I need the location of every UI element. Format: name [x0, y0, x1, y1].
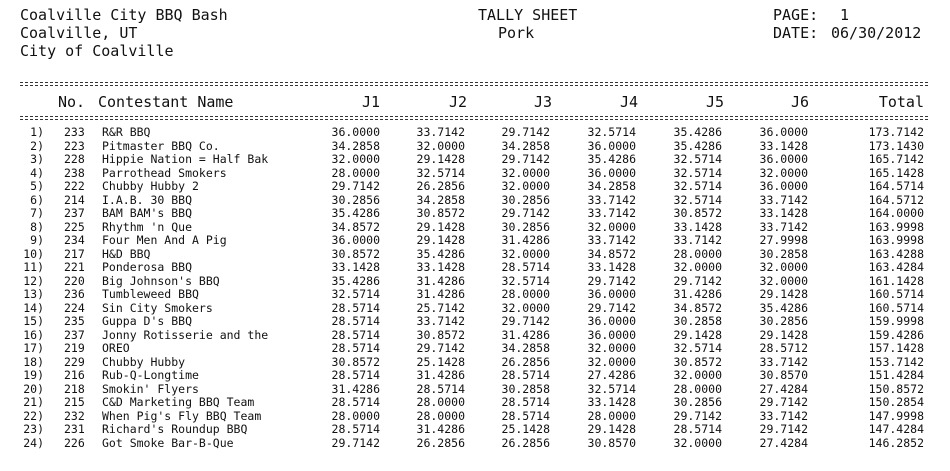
row-j4: 29.1428 — [587, 422, 636, 436]
row-j4: 29.7142 — [587, 300, 636, 315]
event-organizer: City of Coalville — [20, 42, 174, 60]
row-j1: 28.0000 — [331, 165, 380, 180]
row-contestant-name: Sin City Smokers — [102, 300, 213, 315]
row-j3: 25.1428 — [501, 422, 550, 436]
row-j1: 32.5714 — [331, 287, 380, 301]
row-total: 163.4288 — [868, 246, 924, 261]
row-total: 164.0000 — [868, 206, 924, 220]
row-j5: 30.8572 — [673, 354, 722, 369]
row-rank: 2) — [30, 138, 44, 153]
row-j2: 35.4286 — [416, 246, 465, 261]
row-number: 217 — [64, 246, 85, 261]
row-rank: 6) — [30, 192, 44, 207]
row-j4: 33.7142 — [587, 206, 636, 220]
row-j5: 32.5714 — [673, 152, 722, 166]
col-no: No. — [58, 93, 86, 111]
row-j4: 32.0000 — [587, 341, 636, 355]
row-total: 160.5714 — [868, 287, 924, 301]
row-j5: 32.5714 — [673, 165, 722, 180]
row-j2: 29.7142 — [416, 341, 465, 355]
row-j6: 33.1428 — [759, 138, 808, 153]
row-j5: 28.0000 — [673, 246, 722, 261]
row-number: 233 — [64, 125, 85, 139]
row-number: 231 — [64, 422, 85, 436]
row-j4: 34.8572 — [587, 246, 636, 261]
row-j2: 31.4286 — [416, 368, 465, 382]
row-j2: 34.2858 — [416, 192, 465, 207]
row-total: 163.9998 — [868, 219, 924, 234]
row-j2: 26.2856 — [416, 435, 465, 450]
col-total: Total — [878, 93, 924, 111]
row-j1: 30.8572 — [331, 354, 380, 369]
row-j4: 33.7142 — [587, 192, 636, 207]
col-contestant-name: Contestant Name — [98, 93, 234, 111]
table-row — [0, 410, 950, 423]
row-j1: 36.0000 — [331, 125, 380, 139]
column-separator-2 — [20, 119, 928, 120]
row-j2: 29.1428 — [416, 152, 465, 166]
row-j6: 27.4284 — [759, 381, 808, 396]
col-j3: J3 — [533, 93, 552, 111]
table-row — [0, 194, 950, 207]
row-j6: 32.0000 — [759, 165, 808, 180]
row-j1: 28.5714 — [331, 422, 380, 436]
row-j1: 29.7142 — [331, 179, 380, 193]
row-j3: 28.5714 — [501, 368, 550, 382]
row-j6: 30.2858 — [759, 246, 808, 261]
row-j4: 36.0000 — [587, 314, 636, 328]
row-j3: 29.7142 — [501, 125, 550, 139]
row-j2: 26.2856 — [416, 179, 465, 193]
row-contestant-name: Chubby Hubby — [102, 354, 186, 369]
row-j1: 36.0000 — [331, 233, 380, 247]
row-j2: 25.7142 — [416, 300, 465, 315]
row-number: 220 — [64, 273, 85, 288]
row-j6: 36.0000 — [759, 125, 808, 139]
row-j2: 31.4286 — [416, 422, 465, 436]
col-j1: J1 — [361, 93, 380, 111]
row-j5: 28.5714 — [673, 422, 722, 436]
row-j1: 34.2858 — [331, 138, 380, 153]
row-contestant-name: Rub-Q-Longtime — [102, 368, 199, 382]
row-contestant-name: Got Smoke Bar-B-Que — [102, 435, 234, 450]
table-row — [0, 207, 950, 220]
row-j4: 30.8570 — [587, 435, 636, 450]
row-j2: 28.0000 — [416, 408, 465, 423]
row-total: 159.4286 — [868, 327, 924, 342]
row-rank: 16) — [23, 327, 44, 342]
row-j5: 29.1428 — [673, 327, 722, 342]
row-j2: 32.5714 — [416, 165, 465, 180]
row-j5: 30.2858 — [673, 314, 722, 328]
row-contestant-name: Richard's Roundup BBQ — [102, 422, 248, 436]
row-j2: 29.1428 — [416, 233, 465, 247]
row-total: 161.1428 — [868, 273, 924, 288]
row-contestant-name: Four Men And A Pig — [102, 233, 227, 247]
row-j2: 33.7142 — [416, 125, 465, 139]
row-total: 157.1428 — [868, 341, 924, 355]
row-j3: 34.2858 — [501, 138, 550, 153]
row-j6: 29.7142 — [759, 422, 808, 436]
row-number: 219 — [64, 341, 85, 355]
table-row — [0, 369, 950, 382]
row-number: 225 — [64, 219, 85, 234]
row-j1: 28.5714 — [331, 341, 380, 355]
row-j1: 29.7142 — [331, 435, 380, 450]
header-separator — [20, 82, 928, 83]
header-separator-2 — [20, 85, 928, 86]
row-rank: 3) — [30, 152, 44, 166]
row-number: 222 — [64, 179, 85, 193]
row-j3: 34.2858 — [501, 341, 550, 355]
row-total: 165.7142 — [868, 152, 924, 166]
row-j6: 27.4284 — [759, 435, 808, 450]
col-j6: J6 — [790, 93, 809, 111]
row-j2: 28.5714 — [416, 381, 465, 396]
row-number: 224 — [64, 300, 85, 315]
row-j4: 32.0000 — [587, 219, 636, 234]
row-number: 226 — [64, 435, 85, 450]
row-j6: 36.0000 — [759, 152, 808, 166]
event-name: Coalville City BBQ Bash — [20, 6, 228, 24]
row-j6: 33.7142 — [759, 192, 808, 207]
row-j2: 30.8572 — [416, 206, 465, 220]
row-j5: 30.8572 — [673, 206, 722, 220]
row-j3: 26.2856 — [501, 435, 550, 450]
row-j4: 32.5714 — [587, 381, 636, 396]
row-j1: 28.5714 — [331, 300, 380, 315]
row-number: 237 — [64, 327, 85, 342]
row-j2: 33.7142 — [416, 314, 465, 328]
row-j5: 32.5714 — [673, 179, 722, 193]
row-contestant-name: R&R BBQ — [102, 125, 151, 139]
row-j6: 29.1428 — [759, 327, 808, 342]
table-row — [0, 423, 950, 436]
row-j4: 36.0000 — [587, 327, 636, 342]
row-j6: 33.1428 — [759, 206, 808, 220]
row-contestant-name: BAM BAM's BBQ — [102, 206, 193, 220]
row-j1: 30.2856 — [331, 192, 380, 207]
row-number: 228 — [64, 152, 85, 166]
row-j6: 33.7142 — [759, 354, 808, 369]
row-number: 221 — [64, 260, 85, 274]
row-j2: 30.8572 — [416, 327, 465, 342]
row-rank: 10) — [23, 246, 44, 261]
row-number: 236 — [64, 287, 85, 301]
row-j1: 28.5714 — [331, 314, 380, 328]
col-j4: J4 — [619, 93, 638, 111]
row-rank: 11) — [23, 260, 44, 274]
row-rank: 8) — [30, 219, 44, 234]
row-j6: 29.1428 — [759, 287, 808, 301]
row-j5: 31.4286 — [673, 287, 722, 301]
row-number: 237 — [64, 206, 85, 220]
row-rank: 20) — [23, 381, 44, 396]
row-j3: 28.5714 — [501, 395, 550, 409]
row-j6: 33.7142 — [759, 219, 808, 234]
row-j2: 31.4286 — [416, 287, 465, 301]
row-j4: 36.0000 — [587, 287, 636, 301]
row-j1: 32.0000 — [331, 152, 380, 166]
row-contestant-name: OREO — [102, 341, 130, 355]
row-number: 238 — [64, 165, 85, 180]
row-rank: 12) — [23, 273, 44, 288]
row-total: 147.9998 — [868, 408, 924, 423]
row-j6: 32.0000 — [759, 273, 808, 288]
date-value: 06/30/2012 — [831, 24, 922, 42]
row-contestant-name: Jonny Rotisserie and the — [102, 327, 269, 342]
row-number: 234 — [64, 233, 85, 247]
row-contestant-name: H&D BBQ — [102, 246, 151, 261]
date-label: DATE: — [773, 24, 819, 42]
row-j3: 29.7142 — [501, 314, 550, 328]
row-total: 146.2852 — [868, 435, 924, 450]
table-row — [0, 342, 950, 355]
row-j5: 29.7142 — [673, 408, 722, 423]
col-j5: J5 — [705, 93, 724, 111]
row-j2: 25.1428 — [416, 354, 465, 369]
row-total: 150.8572 — [868, 381, 924, 396]
row-total: 150.2854 — [868, 395, 924, 409]
row-j6: 36.0000 — [759, 179, 808, 193]
row-j4: 34.2858 — [587, 179, 636, 193]
row-j4: 35.4286 — [587, 152, 636, 166]
col-j2: J2 — [448, 93, 467, 111]
row-rank: 14) — [23, 300, 44, 315]
row-contestant-name: Tumbleweed BBQ — [102, 287, 199, 301]
table-row — [0, 302, 950, 315]
row-rank: 7) — [30, 206, 44, 220]
row-j1: 30.8572 — [331, 246, 380, 261]
row-j3: 29.7142 — [501, 152, 550, 166]
table-row — [0, 167, 950, 180]
row-rank: 17) — [23, 341, 44, 355]
row-total: 160.5714 — [868, 300, 924, 315]
row-j1: 31.4286 — [331, 381, 380, 396]
table-row — [0, 180, 950, 193]
row-total: 164.5712 — [868, 192, 924, 207]
row-j6: 29.7142 — [759, 395, 808, 409]
row-j1: 35.4286 — [331, 273, 380, 288]
row-j3: 30.2856 — [501, 219, 550, 234]
table-row — [0, 356, 950, 369]
row-rank: 9) — [30, 233, 44, 247]
row-j5: 29.7142 — [673, 273, 722, 288]
row-number: 223 — [64, 138, 85, 153]
row-j4: 33.1428 — [587, 260, 636, 274]
row-total: 163.9998 — [868, 233, 924, 247]
row-rank: 22) — [23, 408, 44, 423]
row-total: 151.4284 — [868, 368, 924, 382]
row-j1: 35.4286 — [331, 206, 380, 220]
table-row — [0, 221, 950, 234]
row-number: 235 — [64, 314, 85, 328]
row-j3: 32.0000 — [501, 300, 550, 315]
row-rank: 19) — [23, 368, 44, 382]
row-j2: 33.1428 — [416, 260, 465, 274]
row-rank: 24) — [23, 435, 44, 450]
table-row — [0, 275, 950, 288]
row-j1: 28.5714 — [331, 395, 380, 409]
row-j5: 34.8572 — [673, 300, 722, 315]
row-j4: 32.0000 — [587, 354, 636, 369]
row-j4: 27.4286 — [587, 368, 636, 382]
row-j3: 29.7142 — [501, 206, 550, 220]
row-j6: 30.2856 — [759, 314, 808, 328]
row-j6: 30.8570 — [759, 368, 808, 382]
row-j4: 29.7142 — [587, 273, 636, 288]
row-total: 159.9998 — [868, 314, 924, 328]
row-rank: 1) — [30, 125, 44, 139]
row-j5: 33.7142 — [673, 233, 722, 247]
row-j3: 31.4286 — [501, 327, 550, 342]
row-j1: 28.5714 — [331, 368, 380, 382]
row-j2: 28.0000 — [416, 395, 465, 409]
table-row — [0, 383, 950, 396]
row-rank: 21) — [23, 395, 44, 409]
row-j2: 29.1428 — [416, 219, 465, 234]
event-location: Coalville, UT — [20, 24, 138, 42]
row-number: 215 — [64, 395, 85, 409]
row-contestant-name: C&D Marketing BBQ Team — [102, 395, 255, 409]
row-j6: 33.7142 — [759, 408, 808, 423]
row-j5: 30.2856 — [673, 395, 722, 409]
row-j1: 28.0000 — [331, 408, 380, 423]
row-j1: 28.5714 — [331, 327, 380, 342]
row-rank: 4) — [30, 165, 44, 180]
table-row — [0, 248, 950, 261]
table-row — [0, 126, 950, 139]
row-j3: 30.2858 — [501, 381, 550, 396]
row-total: 153.7142 — [868, 354, 924, 369]
page-number: 1 — [840, 6, 850, 24]
table-row — [0, 329, 950, 342]
row-number: 216 — [64, 368, 85, 382]
row-rank: 18) — [23, 354, 44, 369]
row-j4: 36.0000 — [587, 138, 636, 153]
row-total: 163.4284 — [868, 260, 924, 274]
row-j3: 32.0000 — [501, 165, 550, 180]
row-j3: 28.5714 — [501, 408, 550, 423]
row-contestant-name: When Pig's Fly BBQ Team — [102, 408, 262, 423]
row-j6: 32.0000 — [759, 260, 808, 274]
category-label: Pork — [498, 24, 535, 42]
table-row — [0, 437, 950, 450]
page-label: PAGE: — [773, 6, 819, 24]
row-number: 229 — [64, 354, 85, 369]
row-j5: 32.0000 — [673, 368, 722, 382]
row-total: 173.1430 — [868, 138, 924, 153]
row-number: 232 — [64, 408, 85, 423]
row-j4: 33.1428 — [587, 395, 636, 409]
row-j3: 30.2856 — [501, 192, 550, 207]
row-j5: 35.4286 — [673, 125, 722, 139]
row-j5: 28.0000 — [673, 381, 722, 396]
row-contestant-name: Hippie Nation = Half Bak — [102, 152, 269, 166]
row-contestant-name: Pitmaster BBQ Co. — [102, 138, 220, 153]
row-total: 173.7142 — [868, 125, 924, 139]
row-j2: 31.4286 — [416, 273, 465, 288]
row-j5: 32.0000 — [673, 435, 722, 450]
row-j3: 32.5714 — [501, 273, 550, 288]
row-number: 218 — [64, 381, 85, 396]
row-j5: 32.5714 — [673, 192, 722, 207]
row-j4: 36.0000 — [587, 165, 636, 180]
row-j4: 33.7142 — [587, 233, 636, 247]
table-row — [0, 153, 950, 166]
row-j3: 31.4286 — [501, 233, 550, 247]
row-j6: 35.4286 — [759, 300, 808, 315]
table-row — [0, 288, 950, 301]
row-j6: 27.9998 — [759, 233, 808, 247]
row-contestant-name: Parrothead Smokers — [102, 165, 227, 180]
row-j1: 33.1428 — [331, 260, 380, 274]
row-j6: 28.5712 — [759, 341, 808, 355]
column-separator — [20, 116, 928, 117]
row-rank: 5) — [30, 179, 44, 193]
row-j4: 28.0000 — [587, 408, 636, 423]
row-contestant-name: Big Johnson's BBQ — [102, 273, 220, 288]
row-j4: 32.5714 — [587, 125, 636, 139]
row-j5: 32.0000 — [673, 260, 722, 274]
table-row — [0, 315, 950, 328]
row-j3: 26.2856 — [501, 354, 550, 369]
row-j5: 35.4286 — [673, 138, 722, 153]
row-rank: 15) — [23, 314, 44, 328]
row-j5: 33.1428 — [673, 219, 722, 234]
row-j1: 34.8572 — [331, 219, 380, 234]
row-j3: 28.0000 — [501, 287, 550, 301]
row-total: 165.1428 — [868, 165, 924, 180]
row-j3: 32.0000 — [501, 246, 550, 261]
row-rank: 13) — [23, 287, 44, 301]
row-j3: 28.5714 — [501, 260, 550, 274]
row-contestant-name: Guppa D's BBQ — [102, 314, 193, 328]
row-total: 147.4284 — [868, 422, 924, 436]
row-number: 214 — [64, 192, 85, 207]
table-row — [0, 396, 950, 409]
row-contestant-name: Chubby Hubby 2 — [102, 179, 199, 193]
table-row — [0, 140, 950, 153]
row-total: 164.5714 — [868, 179, 924, 193]
table-row — [0, 261, 950, 274]
table-row — [0, 234, 950, 247]
row-j5: 32.5714 — [673, 341, 722, 355]
row-j2: 32.0000 — [416, 138, 465, 153]
row-rank: 23) — [23, 422, 44, 436]
sheet-title: TALLY SHEET — [478, 6, 578, 24]
row-contestant-name: Ponderosa BBQ — [102, 260, 193, 274]
row-j3: 32.0000 — [501, 179, 550, 193]
row-contestant-name: Rhythm 'n Que — [102, 219, 193, 234]
row-contestant-name: I.A.B. 30 BBQ — [102, 192, 193, 207]
row-contestant-name: Smokin' Flyers — [102, 381, 199, 396]
